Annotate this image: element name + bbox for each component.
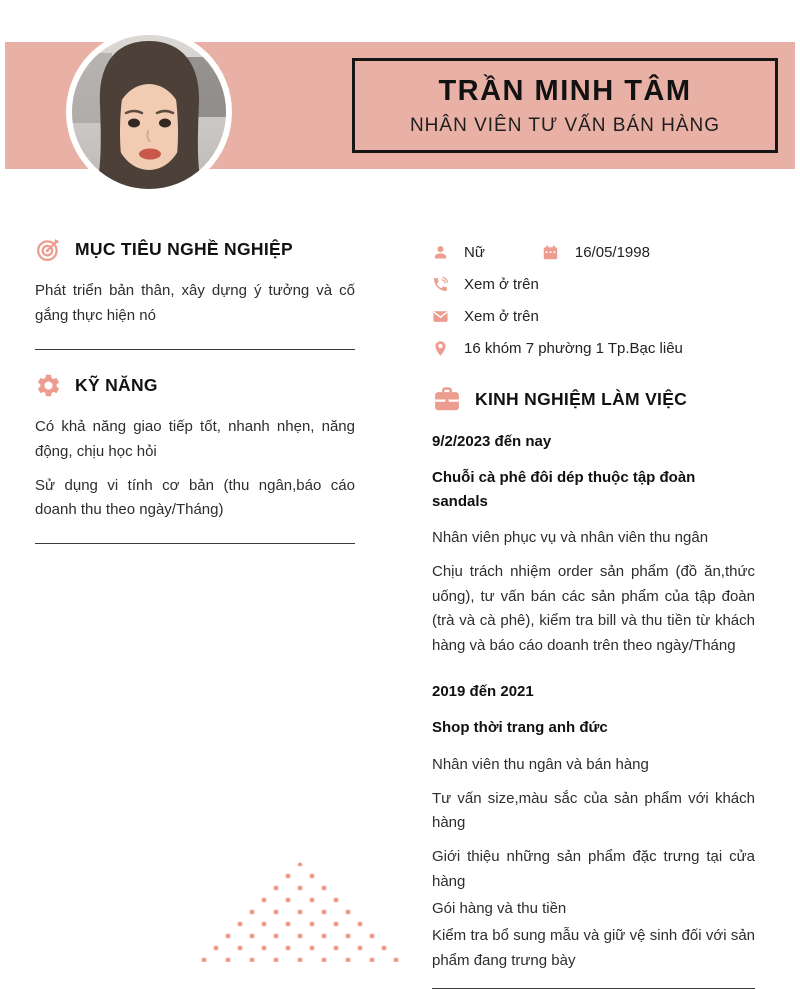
gear-icon	[35, 372, 62, 399]
objective-text: Phát triển bản thân, xây dựng ý tưởng và cố gắng thực hiện nó	[35, 282, 355, 324]
person-job-title: NHÂN VIÊN TƯ VẤN BÁN HÀNG	[409, 114, 721, 136]
left-column	[35, 236, 355, 544]
dots-triangle-decoration	[184, 862, 416, 962]
entry-role: Nhân viên thu ngân và bán hàng	[432, 755, 649, 773]
person-icon	[432, 244, 449, 261]
info-row-gender-birthday	[432, 244, 755, 261]
name-box	[352, 58, 778, 153]
entry-detail: Tư vấn size,màu sắc của sản phẩm với khách hàng	[432, 789, 755, 832]
entry-period: 9/2/2023 đến nay	[432, 433, 552, 450]
entry-detail: Kiểm tra bổ sung mẫu và giữ vệ sinh đối với sản phẩm đang trưng bày	[432, 927, 755, 969]
experience-entry	[432, 680, 755, 974]
phone-value: Xem ở trên	[464, 276, 539, 293]
objective-heading: MỤC TIÊU NGHỀ NGHIỆP	[75, 239, 293, 259]
location-icon	[432, 340, 449, 357]
gender-field	[432, 244, 485, 261]
profile-photo	[66, 29, 232, 195]
target-icon	[35, 236, 62, 263]
gender-value: Nữ	[464, 244, 485, 261]
mail-icon	[432, 308, 449, 325]
entry-company: Shop thời trang anh đức	[432, 719, 608, 737]
entry-detail: Gói hàng và thu tiền	[432, 900, 567, 918]
birthday-field	[542, 244, 650, 261]
entry-role: Nhân viên phục vụ và nhân viên thu ngân	[432, 528, 709, 546]
briefcase-icon	[432, 384, 462, 414]
info-row-phone	[432, 276, 755, 293]
address-value: 16 khóm 7 phường 1 Tp.Bạc liêu	[464, 340, 683, 357]
skills-section-header	[35, 372, 355, 399]
objective-section-header	[35, 236, 355, 263]
experience-heading: KINH NGHIỆM LÀM VIỆC	[475, 388, 688, 409]
entry-company: Chuỗi cà phê đôi dép thuộc tập đoàn sandals	[432, 469, 696, 510]
info-row-address	[432, 340, 755, 357]
profile-photo-illustration	[72, 35, 226, 189]
entry-period: 2019 đến 2021	[432, 683, 534, 701]
birthday-value: 16/05/1998	[574, 244, 650, 261]
entry-detail: Chịu trách nhiệm order sản phẩm (đồ ăn,thức uống), tư vấn bán các sản phẩm của tập đoàn (trà và cà phê), kiểm tra bill và thu tiền từ khách hàng và báo cáo doanh trên theo ngày/Tháng	[432, 562, 755, 655]
info-row-email	[432, 308, 755, 325]
person-name: TRẦN MINH TÂM	[438, 75, 692, 108]
email-value: Xem ở trên	[464, 308, 539, 325]
right-column	[432, 244, 755, 989]
experience-entry	[432, 430, 755, 659]
skill-item: Sử dụng vi tính cơ bản (thu ngân,báo cáo doanh thu theo ngày/Tháng)	[35, 476, 355, 519]
experience-section-header	[432, 384, 755, 414]
left-divider-2	[35, 543, 355, 544]
phone-icon	[432, 276, 449, 293]
skills-heading: KỸ NĂNG	[75, 374, 158, 395]
calendar-icon	[542, 244, 559, 261]
left-divider-1	[35, 349, 355, 350]
skill-item: Có khả năng giao tiếp tốt, nhanh nhẹn, năng động, chịu học hỏi	[35, 417, 355, 460]
entry-detail: Giới thiệu những sản phẩm đặc trưng tại cửa hàng	[432, 848, 755, 891]
